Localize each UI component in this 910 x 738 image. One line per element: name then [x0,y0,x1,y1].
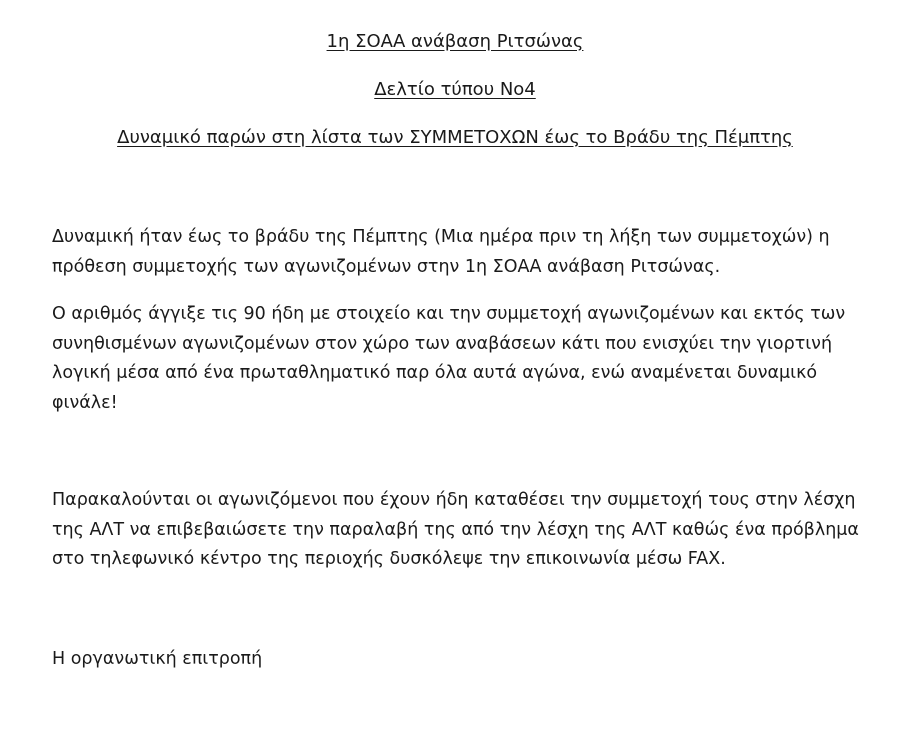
paragraph-line: λογική μέσα από ένα πρωταθληματικό παρ όλα αυτά αγώνα, ενώ αναμένεται δυναμικό [52,363,818,383]
paragraph-line: φινάλε! [52,392,118,413]
paragraph-line: πρόθεση συμμετοχής των αγωνιζομένων στην 1η ΣΟΑΑ ανάβαση Ριτσώνας. [52,256,721,277]
document-title: 1η ΣΟΑΑ ανάβαση Ριτσώνας [326,31,584,52]
paragraph-line: της ΑΛΤ να επιβεβαιώσετε την παραλαβή της από την λέσχη της ΑΛΤ καθώς ένα πρόβλημα [52,519,859,540]
paragraph-line: Δυναμική ήταν έως το βράδυ της Πέμπτης (Μια ημέρα πριν τη λήξη των συμμετοχών) η [52,227,830,247]
paragraph-participants [52,300,862,418]
document-headline: Δυναμικό παρών στη λίστα των ΣΥΜΜΕΤΟΧΩΝ έως το Βράδυ της Πέμπτης [117,127,793,148]
paragraph-intro [52,223,862,282]
signature-line [52,645,862,675]
paragraph-line: Η οργανωτική επιτροπή [52,649,263,669]
paragraph-notice [52,486,862,575]
paragraph-line: Ο αριθμός άγγιξε τις 90 ήδη με στοιχείο και την συμμετοχή αγωνιζομένων και εκτός των [52,304,846,324]
document-subtitle: Δελτίο τύπου Νο4 [374,79,536,100]
paragraph-line: συνηθισμένων αγωνιζομένων στον χώρο των αναβάσεων κάτι που ενισχύει την γιορτινή [52,333,833,354]
paragraph-line: Παρακαλούνται οι αγωνιζόμενοι που έχουν ήδη καταθέσει την συμμετοχή τους στην λέσχη [52,490,856,510]
paragraph-line: στο τηλεφωνικό κέντρο της περιοχής δυσκόλεψε την επικοινωνία μέσω FAX. [52,549,726,569]
